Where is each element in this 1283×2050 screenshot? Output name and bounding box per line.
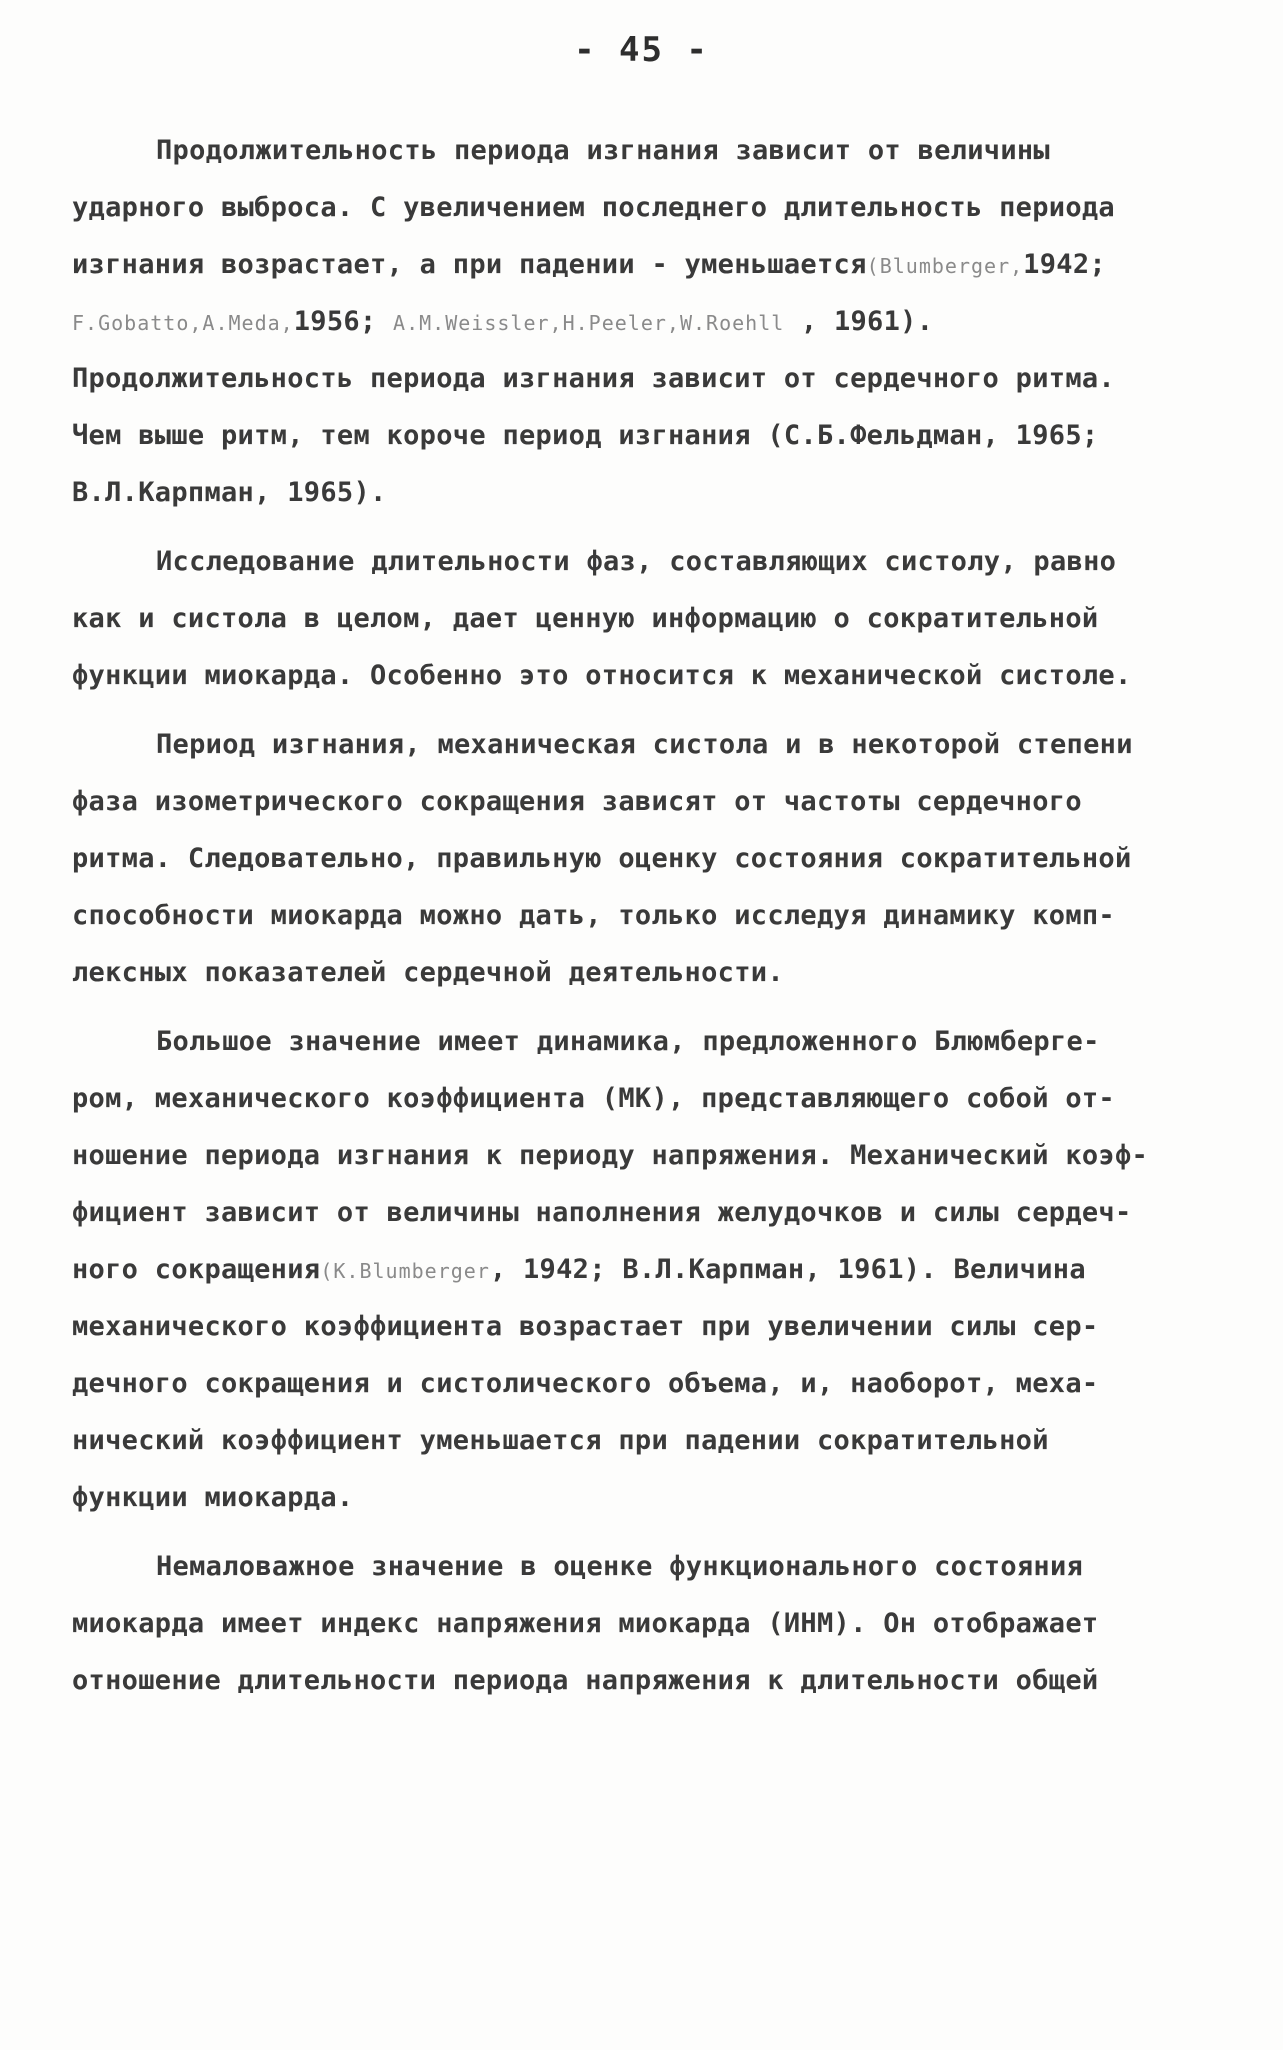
paragraph-gap bbox=[72, 1526, 1192, 1538]
line-text: фаза изометрического сокращения зависят от частоты сердечного bbox=[72, 786, 1082, 817]
text-line bbox=[72, 1538, 1192, 1595]
line-text: лексных показателей сердечной деятельности. bbox=[72, 957, 784, 988]
paragraph bbox=[72, 1538, 1192, 1709]
line-text: Продолжительность периода изгнания зависит от величины bbox=[156, 135, 1050, 166]
text-line bbox=[72, 1355, 1192, 1412]
paragraph bbox=[72, 716, 1192, 1001]
text-line bbox=[72, 590, 1192, 647]
text-line bbox=[72, 647, 1192, 704]
text-line bbox=[72, 1298, 1192, 1355]
text-line bbox=[72, 1652, 1192, 1709]
line-text: функции миокарда. bbox=[72, 1482, 354, 1513]
text-line bbox=[72, 1595, 1192, 1652]
text-line bbox=[72, 1241, 1192, 1298]
line-text: нический коэффициент уменьшается при падении сократительной bbox=[72, 1425, 1049, 1456]
line-text: Период изгнания, механическая систола и в некоторой степени bbox=[156, 729, 1133, 760]
line-text: фициент зависит от величины наполнения желудочков и силы сердеч- bbox=[72, 1197, 1132, 1228]
text-line bbox=[72, 533, 1192, 590]
citation-text: (K.Blumberger bbox=[320, 1259, 490, 1283]
text-line bbox=[72, 1469, 1192, 1526]
line-text: отношение длительности периода напряжения к длительности общей bbox=[72, 1665, 1099, 1696]
paragraph-gap bbox=[72, 704, 1192, 716]
text-line bbox=[72, 1070, 1192, 1127]
text-line bbox=[72, 716, 1192, 773]
line-text: Немаловажное значение в оценке функционального состояния bbox=[156, 1551, 1084, 1582]
line-text: Продолжительность периода изгнания зависит от сердечного ритма. bbox=[72, 363, 1115, 394]
page-number: - 45 - bbox=[574, 30, 709, 70]
paragraph-gap bbox=[72, 1001, 1192, 1013]
body-text bbox=[72, 122, 1192, 1709]
text-line bbox=[72, 1127, 1192, 1184]
line-text: Чем выше ритм, тем короче период изгнания (С.Б.Фельдман, 1965; bbox=[72, 420, 1099, 451]
text-line bbox=[72, 944, 1192, 1001]
line-text: Большое значение имеет динамика, предложенного Блюмберге- bbox=[156, 1026, 1100, 1057]
line-text: 1956; bbox=[293, 306, 394, 337]
text-line bbox=[72, 350, 1192, 407]
paragraph bbox=[72, 533, 1192, 704]
text-line bbox=[72, 1412, 1192, 1469]
line-text: функции миокарда. Особенно это относится к механической систоле. bbox=[72, 660, 1132, 691]
text-line bbox=[72, 236, 1192, 293]
text-line bbox=[72, 407, 1192, 464]
text-line bbox=[72, 122, 1192, 179]
line-text: ритма. Следовательно, правильную оценку состояния сократительной bbox=[72, 843, 1132, 874]
text-line bbox=[72, 179, 1192, 236]
text-line bbox=[72, 464, 1192, 521]
line-text: 1942; bbox=[1023, 249, 1106, 280]
line-text: дечного сокращения и систолического объема, и, наоборот, меха- bbox=[72, 1368, 1099, 1399]
paragraph-gap bbox=[72, 521, 1192, 533]
text-line bbox=[72, 887, 1192, 944]
text-line bbox=[72, 1184, 1192, 1241]
line-text: ударного выброса. С увеличением последнего длительность периода bbox=[72, 192, 1115, 223]
line-text: Исследование длительности фаз, составляющих систолу, равно bbox=[156, 546, 1117, 577]
text-line bbox=[72, 830, 1192, 887]
paragraph bbox=[72, 1013, 1192, 1526]
line-text: механического коэффициента возрастает при увеличении силы сер- bbox=[72, 1311, 1099, 1342]
line-text: ром, механического коэффициента (МК), представляющего собой от- bbox=[72, 1083, 1115, 1114]
citation-text: (Blumberger, bbox=[866, 254, 1024, 278]
line-text: ношение периода изгнания к периоду напряжения. Механический коэф- bbox=[72, 1140, 1149, 1171]
line-text: В.Л.Карпман, 1965). bbox=[72, 477, 387, 508]
paragraph bbox=[72, 122, 1192, 521]
citation-text: F.Gobatto,A.Meda, bbox=[72, 311, 294, 335]
line-text: как и систола в целом, дает ценную информацию о сократительной bbox=[72, 603, 1099, 634]
text-line bbox=[72, 773, 1192, 830]
text-line bbox=[72, 293, 1192, 350]
text-line bbox=[72, 1013, 1192, 1070]
line-text: , 1961). bbox=[784, 306, 934, 337]
line-text: ного сокращения bbox=[72, 1254, 321, 1285]
line-text: способности миокарда можно дать, только исследуя динамику комп- bbox=[72, 900, 1115, 931]
line-text: , 1942; В.Л.Карпман, 1961). Величина bbox=[489, 1254, 1086, 1285]
line-text: изгнания возрастает, а при падении - уменьшается bbox=[72, 249, 867, 280]
citation-text: A.M.Weissler,H.Peeler,W.Roehll bbox=[393, 311, 785, 335]
line-text: миокарда имеет индекс напряжения миокарда (ИНМ). Он отображает bbox=[72, 1608, 1099, 1639]
